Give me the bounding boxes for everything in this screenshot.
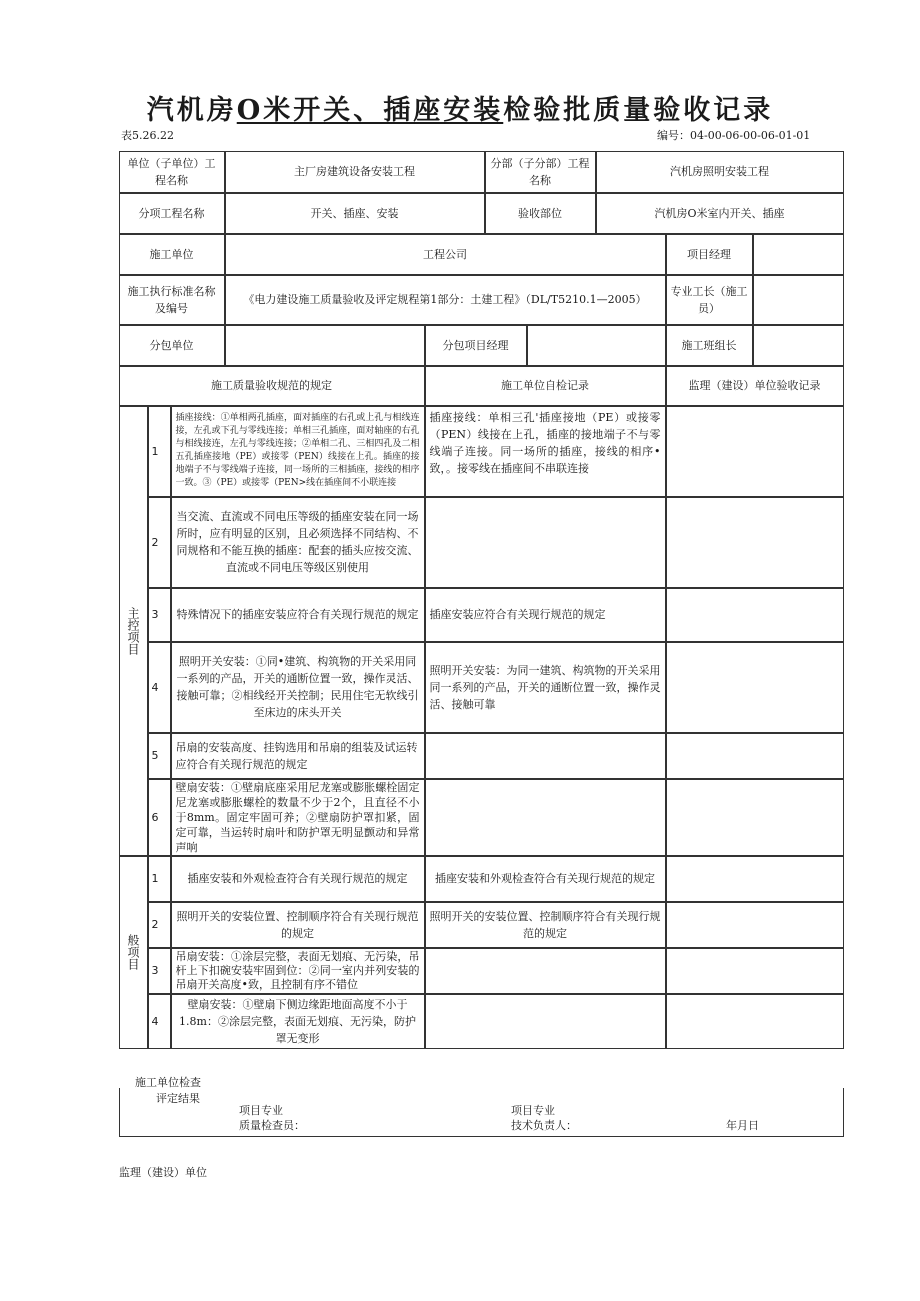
general-item-spec: 吊扇安装：①涂层完整，表面无划痕、无污染，吊杆上下扣碗安装牢固到位：②同一室内并列安装的吊扇开关高度•致，且控制有序不错位 bbox=[171, 948, 425, 994]
general-item-spec: 壁扇安装：①壁扇下侧边缘距地面高度不小于1.8m：②涂层完整，表面无划痕、无污染，防护罩无变形 bbox=[171, 994, 425, 1049]
result-label-line1: 施工单位检查 bbox=[135, 1076, 201, 1089]
main-item-supervision bbox=[666, 406, 844, 497]
main-item-check bbox=[425, 779, 666, 856]
project-manager-value bbox=[753, 234, 844, 275]
main-item-supervision bbox=[666, 779, 844, 856]
general-item-supervision bbox=[666, 902, 844, 948]
tech-label-line2: 技术负责人： bbox=[511, 1119, 577, 1132]
general-item-check bbox=[425, 994, 666, 1049]
main-item-spec: 吊扇的安装高度、挂钩选用和吊扇的组装及试运转应符合有关现行规范的规定 bbox=[171, 733, 425, 779]
foreman-label: 专业工长（施工员） bbox=[666, 275, 753, 325]
unit-value: 主厂房建筑设备安装工程 bbox=[225, 151, 485, 193]
accept-location-value: 汽机房O米室内开关、插座 bbox=[596, 193, 844, 234]
constructor-value: 工程公司 bbox=[225, 234, 666, 275]
main-item-supervision bbox=[666, 642, 844, 733]
unit-label: 单位（子单位）工程名称 bbox=[119, 151, 225, 193]
standard-value: 《电力建设施工质量验收及评定规程第1部分：土建工程》（DL/T5210.1—2005） bbox=[225, 275, 666, 325]
constructor-label: 施工单位 bbox=[119, 234, 225, 275]
main-item-no: 5 bbox=[148, 733, 171, 779]
team-leader-value bbox=[753, 325, 844, 366]
general-item-no: 1 bbox=[148, 856, 171, 902]
accept-location-label: 验收部位 bbox=[485, 193, 596, 234]
main-item-supervision bbox=[666, 733, 844, 779]
main-item-check: 插座安装应符合有关现行规范的规定 bbox=[425, 588, 666, 642]
tech-label-line1: 项目专业 bbox=[511, 1104, 555, 1117]
inspector-label-line1: 项目专业 bbox=[239, 1104, 283, 1117]
bottom-left-border bbox=[119, 1088, 120, 1137]
subcontractor-label: 分包单位 bbox=[119, 325, 225, 366]
bottom-right-border bbox=[843, 1088, 844, 1137]
supervisor-label: 监理（建设）单位 bbox=[119, 1166, 207, 1179]
general-item-supervision bbox=[666, 856, 844, 902]
main-item-no: 1 bbox=[148, 406, 171, 497]
serial-number: 编号：04-00-06-00-06-01-01 bbox=[657, 129, 811, 142]
main-items-label: 主控项目 bbox=[119, 406, 148, 856]
main-item-check bbox=[425, 733, 666, 779]
project-manager-label: 项目经理 bbox=[666, 234, 753, 275]
subcontract-pm-value bbox=[527, 325, 666, 366]
main-item-no: 4 bbox=[148, 642, 171, 733]
result-label-line2: 评定结果 bbox=[156, 1092, 200, 1105]
main-item-spec: 壁扇安装：①壁扇底座采用尼龙塞或膨胀螺栓固定尼龙塞或膨胀螺栓的数量不少于2个，且直径不小于8mm。固定牢固可养；②壁扇防护罩扣紧，固定可靠，当运转时扇叶和防护罩无明显颤动和异常声响 bbox=[171, 779, 425, 856]
subcontract-pm-label: 分包项目经理 bbox=[425, 325, 527, 366]
date-label: 年月日 bbox=[726, 1119, 759, 1132]
subitem-value: 开关、插座、安装 bbox=[225, 193, 485, 234]
general-item-no: 2 bbox=[148, 902, 171, 948]
page-title: 汽机房O米开关、插座安装检验批质量验收记录 bbox=[146, 95, 774, 126]
main-item-check: 插座接线：单相三孔'插座接地（PE）或接零（PEN）线接在上孔，插座的接地端子不与零线端子连接。同一场所的插座，接线的相序•致，。接零线在插座间不串联连接 bbox=[425, 406, 666, 497]
general-item-spec: 照明开关的安装位置、控制顺序符合有关现行规范的规定 bbox=[171, 902, 425, 948]
main-item-no: 6 bbox=[148, 779, 171, 856]
main-item-no: 3 bbox=[148, 588, 171, 642]
general-item-supervision bbox=[666, 994, 844, 1049]
team-leader-label: 施工班组长 bbox=[666, 325, 753, 366]
standard-label: 施工执行标准名称及编号 bbox=[119, 275, 225, 325]
general-item-no: 3 bbox=[148, 948, 171, 994]
general-item-no: 4 bbox=[148, 994, 171, 1049]
part-value: 汽机房照明安装工程 bbox=[596, 151, 844, 193]
column-header-selfcheck: 施工单位自检记录 bbox=[425, 366, 666, 406]
general-item-check bbox=[425, 948, 666, 994]
general-item-check: 插座安装和外观检查符合有关现行规范的规定 bbox=[425, 856, 666, 902]
inspector-label-line2: 质量检查员： bbox=[239, 1119, 305, 1132]
general-item-spec: 插座安装和外观检查符合有关现行规范的规定 bbox=[171, 856, 425, 902]
main-item-supervision bbox=[666, 497, 844, 588]
subcontractor-value bbox=[225, 325, 425, 366]
column-header-supervision: 监理（建设）单位验收记录 bbox=[666, 366, 844, 406]
inspection-result-section bbox=[119, 1074, 844, 1144]
inspection-table bbox=[119, 151, 844, 1049]
main-item-spec: 照明开关安装：①同•建筑、构筑物的开关采用同一系列的产品，开关的通断位置一致，操作灵活、接触可靠；②相线经开关控制；民用住宅无软线引至床边的床头开关 bbox=[171, 642, 425, 733]
part-label: 分部（子分部）工程名称 bbox=[485, 151, 596, 193]
main-item-supervision bbox=[666, 588, 844, 642]
main-item-check bbox=[425, 497, 666, 588]
foreman-value bbox=[753, 275, 844, 325]
main-item-spec: 当交流、直流或不同电压等级的插座安装在同一场所时，应有明显的区别，且必须选择不同结构、不同规格和不能互换的插座：配套的插头应按交流、直流或不同电压等级区别使用 bbox=[171, 497, 425, 588]
column-header-spec: 施工质量验收规范的规定 bbox=[119, 366, 425, 406]
main-item-check: 照明开关安装：为同一建筑、构筑物的开关采用同一系列的产品，开关的通断位置一致，操作灵活、接触可靠 bbox=[425, 642, 666, 733]
table-number: 表5.26.22 bbox=[121, 129, 174, 142]
bottom-border bbox=[119, 1136, 844, 1137]
subitem-label: 分项工程名称 bbox=[119, 193, 225, 234]
main-item-spec: 特殊情况下的插座安装应符合有关现行规范的规定 bbox=[171, 588, 425, 642]
general-item-supervision bbox=[666, 948, 844, 994]
general-item-check: 照明开关的安装位置、控制顺序符合有关现行规范的规定 bbox=[425, 902, 666, 948]
main-item-spec: 插座接线：①单相两孔插座，面对插座的右孔或上孔与相线连接，左孔或下孔与零线连接；单相三孔插座，面对轴座的右孔与相线接连，左孔与零线连接；②单相二孔、三相四孔及二相五孔插座接地（PE）或接零（PEN）线接在上孔。插座的接地端子不与零线端子连接，同一场所的三相插座，接线的相序一致。③（PE）或接零（PEN>线在插座间不小联连接 bbox=[171, 406, 425, 497]
general-items-label: 般项目 bbox=[119, 856, 148, 1049]
main-item-no: 2 bbox=[148, 497, 171, 588]
